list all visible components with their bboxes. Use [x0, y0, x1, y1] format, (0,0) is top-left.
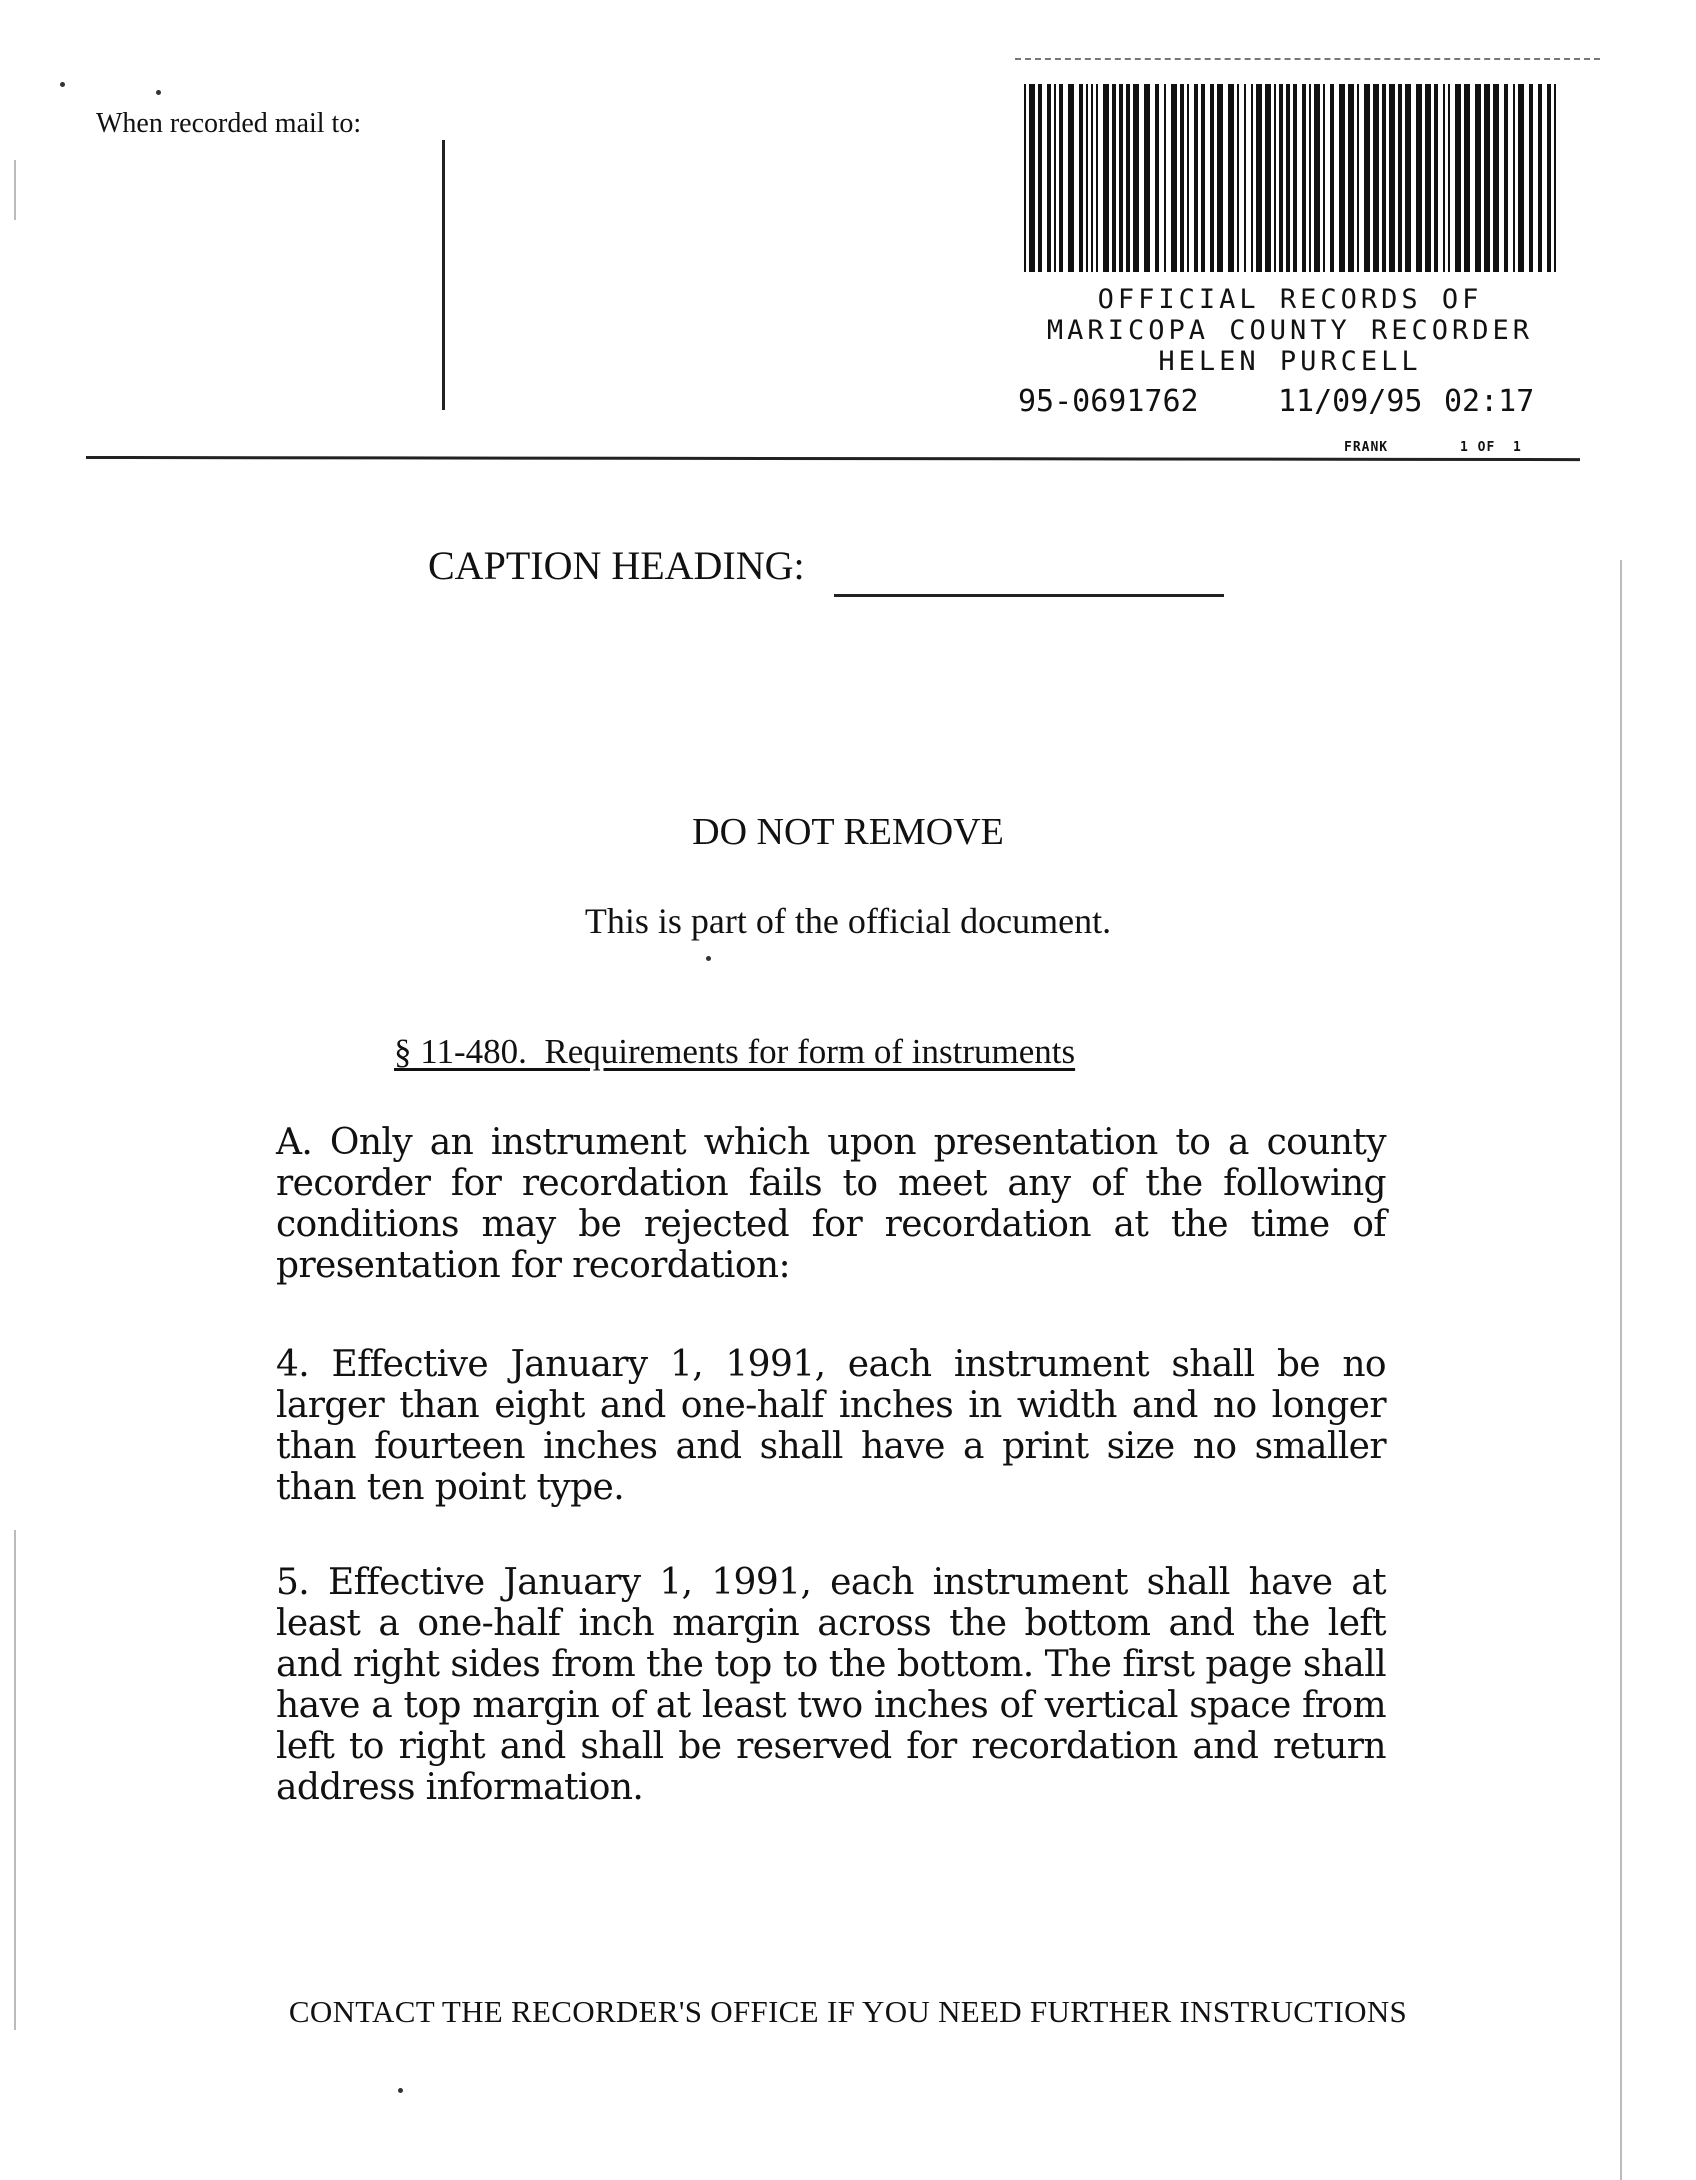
- barcode-bar: [1251, 84, 1253, 272]
- barcode-bar: [1554, 84, 1556, 272]
- barcode-bar: [1047, 84, 1051, 272]
- recorder-stamp: [1000, 284, 1580, 377]
- caption-heading-blank: [834, 594, 1224, 597]
- barcode-bar: [1382, 84, 1386, 272]
- barcode-bar: [1059, 84, 1063, 272]
- mail-to-divider: [442, 140, 445, 410]
- barcode-bar: [1286, 84, 1290, 272]
- barcode-bar: [1228, 84, 1234, 272]
- barcode-bar: [1443, 84, 1445, 272]
- barcode-bar: [1171, 84, 1177, 272]
- barcode-bar: [1256, 84, 1262, 272]
- scan-speck: [706, 956, 711, 961]
- barcode-bar: [1119, 84, 1123, 272]
- contact-instructions: CONTACT THE RECORDER'S OFFICE IF YOU NEED FURTHER INSTRUCTIONS: [288, 1994, 1408, 2029]
- barcode-bar: [1091, 84, 1093, 272]
- barcode-bar: [1126, 84, 1130, 272]
- barcode-bar: [1054, 84, 1056, 272]
- barcode-bar: [1293, 84, 1297, 272]
- scan-edge-right: [1620, 560, 1622, 2180]
- barcode-bar: [1448, 84, 1450, 272]
- barcode-bar: [1405, 84, 1411, 272]
- statute-paragraph-a: A. Only an instrument which upon presentation to a county recorder for recordation fails to meet any of the following conditions may be rejected for recordation at the time of presentation for recordation:: [276, 1122, 1386, 1286]
- recorder-line-1: OFFICIAL RECORDS OF: [1097, 284, 1483, 315]
- barcode-bar: [1086, 84, 1088, 272]
- barcode-bar: [1416, 84, 1422, 272]
- barcode-bar: [1464, 84, 1470, 272]
- recorder-line-3: HELEN PURCELL: [1158, 346, 1422, 377]
- barcode-bar: [1547, 84, 1551, 272]
- barcode-bar: [1475, 84, 1481, 272]
- barcode-bar: [1364, 84, 1370, 272]
- barcode-bar: [1217, 84, 1223, 272]
- barcode-bar: [1518, 84, 1524, 272]
- barcode-bar: [1309, 84, 1311, 272]
- barcode-bar: [1079, 84, 1083, 272]
- scan-speck: [60, 82, 65, 87]
- barcode-bar: [1244, 84, 1246, 272]
- barcode-bar: [1434, 84, 1438, 272]
- barcode-bar: [1133, 84, 1139, 272]
- page-count: 1 OF 1: [1460, 440, 1522, 455]
- clerk-name: FRANK: [1344, 440, 1389, 455]
- barcode-icon: [1024, 84, 1556, 272]
- barcode-bar: [1112, 84, 1116, 272]
- barcode-bar: [1068, 84, 1074, 272]
- header-rule: [86, 456, 1580, 461]
- barcode-bar: [1194, 84, 1198, 272]
- barcode-bar: [1330, 84, 1334, 272]
- barcode-bar: [1237, 84, 1239, 272]
- barcode-bar: [1029, 84, 1035, 272]
- scan-speck: [398, 2088, 403, 2093]
- barcode-bar: [1323, 84, 1325, 272]
- barcode-bar: [1357, 84, 1359, 272]
- barcode-bar: [1339, 84, 1345, 272]
- statute-paragraph-4: 4. Effective January 1, 1991, each instrument shall be no larger than eight and one-half inches in width and no longer than fourteen inches and shall have a print size no smaller than ten point type.: [276, 1344, 1386, 1508]
- barcode-bar: [1425, 84, 1431, 272]
- barcode-bar: [1274, 84, 1276, 272]
- barcode-bar: [1529, 84, 1533, 272]
- scan-edge-left: [14, 160, 16, 220]
- mail-to-label: When recorded mail to:: [96, 108, 362, 139]
- barcode-bar: [1096, 84, 1098, 272]
- statute-title: § 11-480. Requirements for form of instruments: [394, 1032, 1076, 1071]
- barcode-bar: [1348, 84, 1354, 272]
- barcode-bar: [1210, 84, 1214, 272]
- barcode-bar: [1493, 84, 1499, 272]
- barcode-bar: [1302, 84, 1306, 272]
- barcode-bar: [1279, 84, 1283, 272]
- barcode-bar: [1513, 84, 1515, 272]
- notice-title: DO NOT REMOVE: [692, 811, 1004, 853]
- barcode-bar: [1314, 84, 1320, 272]
- barcode-bar: [1389, 84, 1395, 272]
- document-number: 95-0691762: [1018, 384, 1199, 419]
- barcode-bar: [1180, 84, 1184, 272]
- barcode-bar: [1155, 84, 1159, 272]
- barcode-bar: [1164, 84, 1166, 272]
- barcode-bar: [1024, 84, 1026, 272]
- barcode-bar: [1144, 84, 1150, 272]
- barcode-bar: [1373, 84, 1379, 272]
- barcode-bar: [1038, 84, 1042, 272]
- barcode-bar: [1265, 84, 1271, 272]
- barcode-bar: [1201, 84, 1205, 272]
- barcode-bar: [1484, 84, 1490, 272]
- recorder-line-2: MARICOPA COUNTY RECORDER: [1046, 315, 1534, 346]
- notice-subtitle: This is part of the official document.: [584, 901, 1112, 941]
- recording-date: 11/09/95: [1278, 384, 1423, 419]
- statute-paragraph-5: 5. Effective January 1, 1991, each instrument shall have at least a one-half inch margin across the bottom and the left and right sides from the top to the bottom. The first page shall have a top margin of at least two inches of vertical space from left to right and shall be reserved for recordation and return address information.: [276, 1562, 1386, 1808]
- scan-speck: [156, 90, 161, 95]
- caption-heading-label: CAPTION HEADING:: [428, 543, 805, 588]
- barcode-bar: [1455, 84, 1461, 272]
- barcode-bar: [1398, 84, 1402, 272]
- barcode-bar: [1504, 84, 1508, 272]
- barcode-bar: [1187, 84, 1189, 272]
- recording-time: 02:17: [1444, 384, 1535, 419]
- scan-edge-left: [14, 1530, 16, 2030]
- barcode-bar: [1103, 84, 1109, 272]
- scan-dash-line: [1015, 58, 1600, 60]
- barcode-bar: [1538, 84, 1542, 272]
